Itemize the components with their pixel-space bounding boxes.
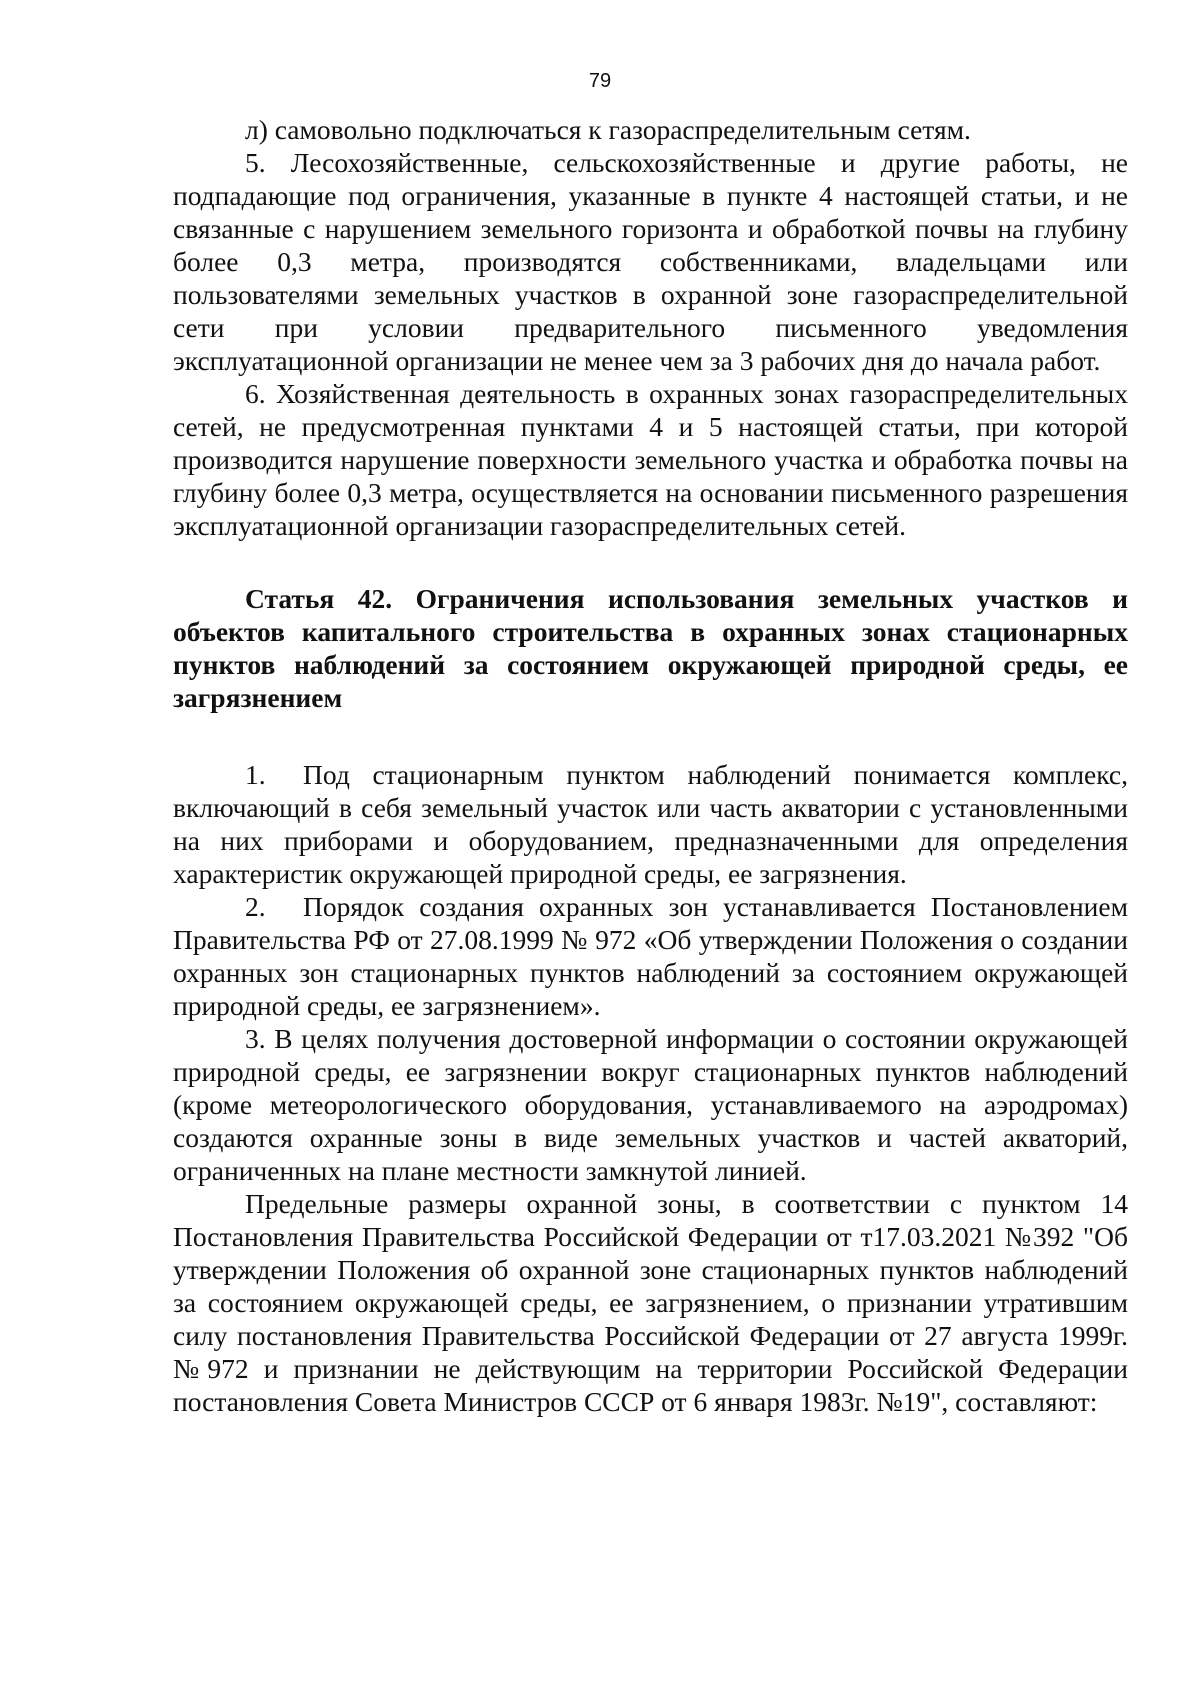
paragraph-6: 6. Хозяйственная деятельность в охранных зонах газораспределительных сетей, не предусмотренная пунктами 4 и 5 настоящей статьи, при которой производится нарушение поверхности земельного участка и обработка почвы на глубину более 0,3 метра, осуществляется на основании письменного разрешения эксплуатационной организации газораспределительных сетей. <box>173 378 1128 541</box>
numbered-item-2 <box>173 890 1128 1022</box>
item-number: 1. <box>245 759 266 790</box>
paragraph-5: 5. Лесохозяйственные, сельскохозяйственные и другие работы, не подпадающие под ограничения, указанные в пункте 4 настоящей статьи, и не связанные с нарушением земельного горизонта и обработкой почвы на глубину более 0,3 метра, производятся собственниками, владельцами или пользователями земельных участков в охранной зоне газораспределительной сети при условии предварительного письменного уведомления эксплуатационной организации не менее чем за 3 рабочих дня до начала работ. <box>173 147 1128 376</box>
page-number: 79 <box>588 70 612 92</box>
item-number: 2. <box>245 891 266 922</box>
numbered-item-1 <box>173 758 1128 890</box>
paragraph-l: л) самовольно подключаться к газораспределительным сетям. <box>245 114 971 145</box>
article-heading: Статья 42. Ограничения использования земельных участков и объектов капитального строительства в охранных зонах стационарных пунктов наблюдений за состоянием окружающей природной среды, ее загрязнением <box>173 583 1128 713</box>
item-text: Порядок создания охранных зон устанавливается Постановлением Правительства РФ от 27.08.1999 № 972 «Об утверждении Положения о создании охранных зон стационарных пунктов наблюдений за состоянием окружающей природной среды, ее загрязнением». <box>173 891 1128 1021</box>
document-body <box>173 113 1128 1418</box>
paragraph-size-limits: Предельные размеры охранной зоны, в соответствии с пунктом 14 Постановления Правительства Российской Федерации от т17.03.2021 №392 "Об утверждении Положения об охранной зоне стационарных пунктов наблюдений за состоянием окружающей среды, ее загрязнением, о признании утратившим силу постановления Правительства Российской Федерации от 27 августа 1999г. №972 и признании не действующим на территории Российской Федерации постановления Совета Министров СССР от 6 января 1983г. №19", составляют: <box>173 1188 1128 1417</box>
section-gap <box>173 714 1128 758</box>
item-text: Под стационарным пунктом наблюдений понимается комплекс, включающий в себя земельный участок или часть акватории с установленными на них приборами и оборудованием, предназначенными для определения характеристик окружающей природной среды, ее загрязнения. <box>173 759 1128 889</box>
paragraph-3: 3. В целях получения достоверной информации о состоянии окружающей природной среды, ее загрязнении вокруг стационарных пунктов наблюдений (кроме метеорологического оборудования, устанавливаемого на аэродромах) создаются охранные зоны в виде земельных участков и частей акваторий, ограниченных на плане местности замкнутой линией. <box>173 1023 1128 1186</box>
